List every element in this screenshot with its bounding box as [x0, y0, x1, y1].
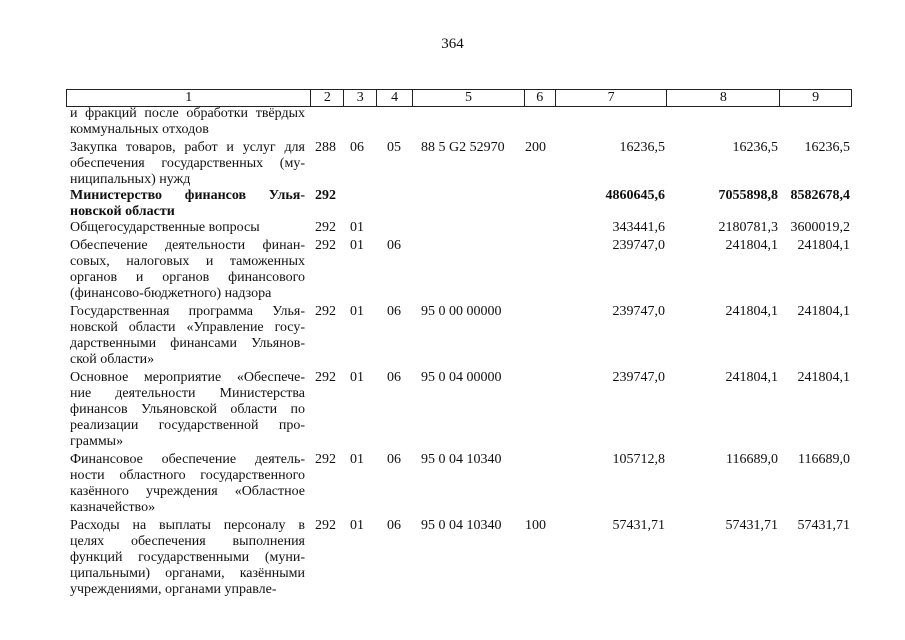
cell-c2: 292 — [315, 370, 336, 385]
cell-c2: 292 — [315, 220, 336, 235]
cell-c5: 95 0 04 10340 — [421, 518, 502, 533]
cell-c9: 57431,71 — [797, 518, 850, 533]
cell-c2: 288 — [315, 140, 336, 155]
cell-c9: 116689,0 — [798, 452, 850, 467]
cell-c4: 06 — [387, 304, 401, 319]
table-row — [66, 452, 852, 516]
cell-c7: 239747,0 — [612, 370, 665, 385]
cell-c6 — [525, 304, 556, 368]
row-description — [66, 140, 311, 188]
description-line: граммы» — [70, 434, 124, 449]
table-row — [66, 304, 852, 368]
cell-c4: 06 — [387, 452, 401, 467]
cell-c5: 95 0 04 00000 — [421, 370, 502, 385]
table-row — [66, 220, 852, 236]
cell-c7: 239747,0 — [612, 238, 665, 253]
cell-c8: 241804,1 — [725, 370, 778, 385]
table-row — [66, 518, 852, 598]
row-description — [66, 304, 311, 368]
description-line: (финансово-бюджетного) надзора — [70, 286, 272, 301]
table-row — [66, 370, 852, 450]
description-line: целях обеспечения выполнения — [70, 534, 305, 549]
header-col-4: 4 — [377, 90, 413, 106]
description-line: функций государственными (муни- — [70, 550, 305, 565]
cell-c6: 200 — [525, 140, 546, 155]
row-description — [66, 452, 311, 516]
cell-c9: 241804,1 — [797, 304, 850, 319]
cell-c3 — [344, 188, 377, 220]
table-body — [66, 106, 852, 598]
description-line: ности областного государственного — [70, 468, 305, 483]
cell-c7 — [556, 106, 668, 138]
description-line: казначейство» — [70, 500, 156, 515]
description-line: обеспечения государственных (му- — [70, 156, 305, 171]
cell-c3: 01 — [350, 238, 364, 253]
cell-c9: 241804,1 — [797, 370, 850, 385]
table-row — [66, 106, 852, 138]
header-col-8: 8 — [667, 90, 780, 106]
cell-c8: 16236,5 — [732, 140, 778, 155]
cell-c3: 01 — [350, 370, 364, 385]
cell-c7: 57431,71 — [612, 518, 665, 533]
row-description — [66, 220, 311, 236]
cell-c9: 241804,1 — [797, 238, 850, 253]
description-line: ской области» — [70, 352, 155, 367]
cell-c8: 7055898,8 — [718, 188, 778, 203]
header-col-9: 9 — [812, 90, 820, 105]
description-line: совых, налоговых и таможенных — [70, 254, 305, 269]
description-line: финансов Ульяновской области по — [70, 402, 305, 417]
cell-c8: 241804,1 — [725, 238, 778, 253]
cell-c6 — [525, 370, 556, 450]
description-line: Государственная программа Улья- — [70, 304, 305, 319]
description-line: органов и органов финансового — [70, 270, 305, 285]
description-line: и фракций после обработки твёрдых — [70, 106, 305, 121]
cell-c4: 06 — [387, 370, 401, 385]
cell-c6 — [525, 452, 556, 516]
table-header — [66, 89, 852, 107]
page-number: 364 — [441, 36, 464, 52]
cell-c2: 292 — [315, 304, 336, 319]
header-col-5: 5 — [413, 90, 525, 106]
description-line: коммунальных отходов — [70, 122, 209, 137]
cell-c6 — [525, 188, 556, 220]
cell-c3: 01 — [350, 304, 364, 319]
cell-c2 — [311, 106, 344, 138]
cell-c2: 292 — [315, 518, 336, 533]
cell-c4: 05 — [387, 140, 401, 155]
cell-c9 — [781, 106, 852, 138]
row-description — [66, 370, 311, 450]
cell-c6 — [525, 238, 556, 302]
cell-c5: 95 0 04 10340 — [421, 452, 502, 467]
description-line: Министерство финансов Улья- — [70, 188, 305, 203]
header-col-6: 6 — [525, 90, 556, 106]
description-line: новской области — [70, 204, 175, 219]
cell-c7: 239747,0 — [612, 304, 665, 319]
cell-c8: 116689,0 — [726, 452, 778, 467]
description-line: ципальными) органами, казёнными — [70, 566, 305, 581]
cell-c8: 2180781,3 — [718, 220, 778, 235]
table-row — [66, 238, 852, 302]
cell-c4: 06 — [387, 518, 401, 533]
cell-c5: 95 0 00 00000 — [421, 304, 502, 319]
cell-c7: 105712,8 — [612, 452, 665, 467]
description-line: Обеспечение деятельности финан- — [70, 238, 305, 253]
header-col-7: 7 — [556, 90, 668, 106]
cell-c5: 88 5 G2 52970 — [421, 140, 505, 155]
description-line: Расходы на выплаты персоналу в — [70, 518, 305, 533]
row-description — [66, 106, 311, 138]
cell-c3: 06 — [350, 140, 364, 155]
cell-c7: 343441,6 — [612, 220, 665, 235]
header-col-1: 1 — [67, 90, 311, 106]
cell-c3: 01 — [350, 220, 364, 235]
cell-c2: 292 — [315, 238, 336, 253]
description-line: казённого учреждения «Областное — [70, 484, 305, 499]
cell-c7: 16236,5 — [619, 140, 665, 155]
description-line: Финансовое обеспечение деятель- — [70, 452, 305, 467]
row-description — [66, 188, 311, 220]
table-row — [66, 188, 852, 220]
cell-c8: 57431,71 — [725, 518, 778, 533]
table-row — [66, 140, 852, 188]
cell-c2: 292 — [315, 452, 336, 467]
cell-c3: 01 — [350, 452, 364, 467]
description-line: учреждениями, органами управле- — [70, 582, 277, 597]
cell-c3 — [344, 106, 377, 138]
header-col-3: 3 — [344, 90, 377, 106]
cell-c9: 8582678,4 — [790, 188, 850, 203]
cell-c4 — [377, 220, 413, 236]
description-line: ниципальных) нужд — [70, 172, 191, 187]
description-line: Основное мероприятие «Обеспече- — [70, 370, 305, 385]
cell-c5 — [413, 238, 525, 302]
cell-c5 — [413, 188, 525, 220]
cell-c9: 16236,5 — [804, 140, 850, 155]
description-line: ние деятельности Министерства — [70, 386, 305, 401]
cell-c7: 4860645,6 — [605, 188, 665, 203]
cell-c4: 06 — [387, 238, 401, 253]
cell-c8: 241804,1 — [725, 304, 778, 319]
description-line: Закупка товаров, работ и услуг для — [70, 140, 305, 155]
cell-c4 — [377, 106, 413, 138]
row-description — [66, 238, 311, 302]
cell-c4 — [377, 188, 413, 220]
cell-c9: 3600019,2 — [790, 220, 850, 235]
header-col-2: 2 — [311, 90, 344, 106]
cell-c8 — [668, 106, 781, 138]
cell-c5 — [413, 220, 525, 236]
description-line: дарственными финансами Ульянов- — [70, 336, 305, 351]
cell-c6 — [525, 220, 556, 236]
cell-c6 — [525, 106, 556, 138]
budget-table — [66, 89, 852, 598]
row-description — [66, 518, 311, 598]
cell-c6: 100 — [525, 518, 546, 533]
cell-c2: 292 — [315, 188, 336, 203]
description-line: Общегосударственные вопросы — [70, 220, 260, 235]
cell-c3: 01 — [350, 518, 364, 533]
description-line: новской области «Управление госу- — [70, 320, 305, 335]
cell-c5 — [413, 106, 525, 138]
description-line: реализации государственной про- — [70, 418, 305, 433]
